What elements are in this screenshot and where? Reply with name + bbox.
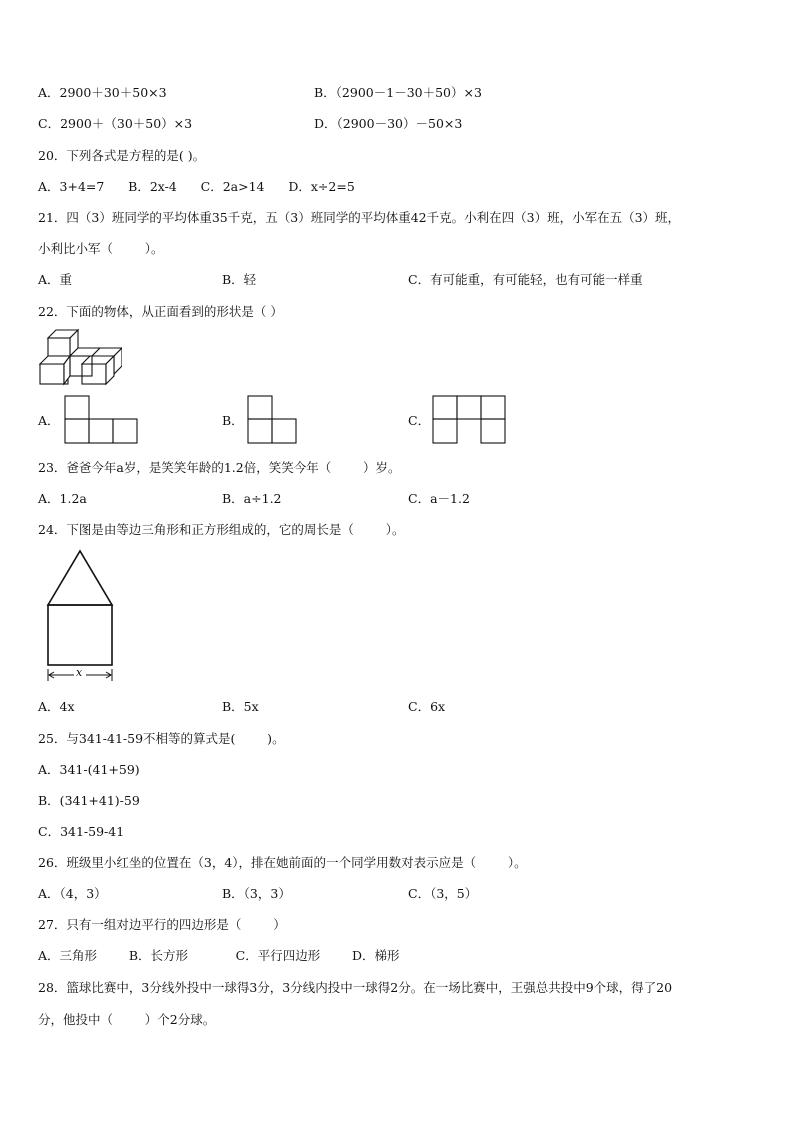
q27-stem: 27．只有一组对边平行的四边形是（ ） [38, 917, 286, 932]
q21-option-b: B．轻 [222, 272, 257, 287]
q23-stem: 23．爸爸今年a岁，是笑笑年龄的1.2倍，笑笑今年（ ）岁。 [38, 460, 401, 475]
q22-option-a-figure [64, 395, 138, 445]
q25-stem: 25．与341-41-59不相等的算式是( )。 [38, 731, 285, 746]
q26-option-c: C．（3，5） [408, 886, 478, 901]
q22-option-b-figure [247, 395, 299, 445]
q26-option-b: B．（3，3） [222, 886, 291, 901]
q22-option-b: B． [222, 413, 244, 428]
q21-option-c: C．有可能重，有可能轻，也有可能一样重 [408, 272, 643, 287]
q22-cube-figure [38, 326, 122, 386]
q19-option-b: B．（2900－1－30＋50）×3 [314, 85, 482, 100]
q26-stem: 26．班级里小红坐的位置在（3，4），排在她前面的一个同学用数对表示应是（ ）。 [38, 855, 527, 870]
q23-option-b: B．a÷1.2 [222, 491, 282, 506]
q24-option-b: B．5x [222, 699, 259, 714]
q27-options: A．三角形 B．长方形 C．平行四边形 D．梯形 [38, 948, 400, 963]
q24-option-a: A．4x [38, 699, 75, 714]
q19-option-d: D．（2900－30）－50×3 [314, 116, 463, 131]
q21-stem-line2: 小利比小军（ ）。 [38, 241, 164, 256]
q23-option-a: A．1.2a [38, 491, 87, 506]
q21-stem-line1: 21．四（3）班同学的平均体重35千克，五（3）班同学的平均体重42千克。小利在四（3）班，小军在五（3）班， [38, 210, 681, 225]
q24-stem: 24．下图是由等边三角形和正方形组成的，它的周长是（ ）。 [38, 522, 405, 537]
q22-option-c-figure [432, 395, 508, 445]
q24-option-c: C．6x [408, 699, 446, 714]
q20-stem: 20．下列各式是方程的是( )。 [38, 148, 206, 163]
q28-stem-line2: 分，他投中（ ）个2分球。 [38, 1012, 216, 1027]
q19-option-c: C．2900＋（30＋50）×3 [38, 116, 193, 131]
q21-option-a: A．重 [38, 272, 73, 287]
q24-side-label: x [76, 666, 83, 679]
q25-option-b: B．(341+41)-59 [38, 793, 140, 808]
q26-option-a: A．（4，3） [38, 886, 107, 901]
q22-stem: 22．下面的物体，从正面看到的形状是（ ） [38, 304, 283, 319]
q25-option-c: C．341-59-41 [38, 824, 125, 839]
q25-option-a: A．341-(41+59) [38, 762, 140, 777]
q19-option-a: A．2900＋30＋50×3 [38, 85, 167, 100]
q28-stem-line1: 28．篮球比赛中，3分线外投中一球得3分，3分线内投中一球得2分。在一场比赛中，王强总共投中9个球，得了20 [38, 980, 673, 995]
q22-option-a: A． [38, 413, 60, 428]
q20-options: A．3+4=7 B．2x-4 C．2a>14 D．x÷2=5 [38, 179, 355, 194]
q22-option-c: C． [408, 413, 431, 428]
q23-option-c: C．a－1.2 [408, 491, 470, 506]
